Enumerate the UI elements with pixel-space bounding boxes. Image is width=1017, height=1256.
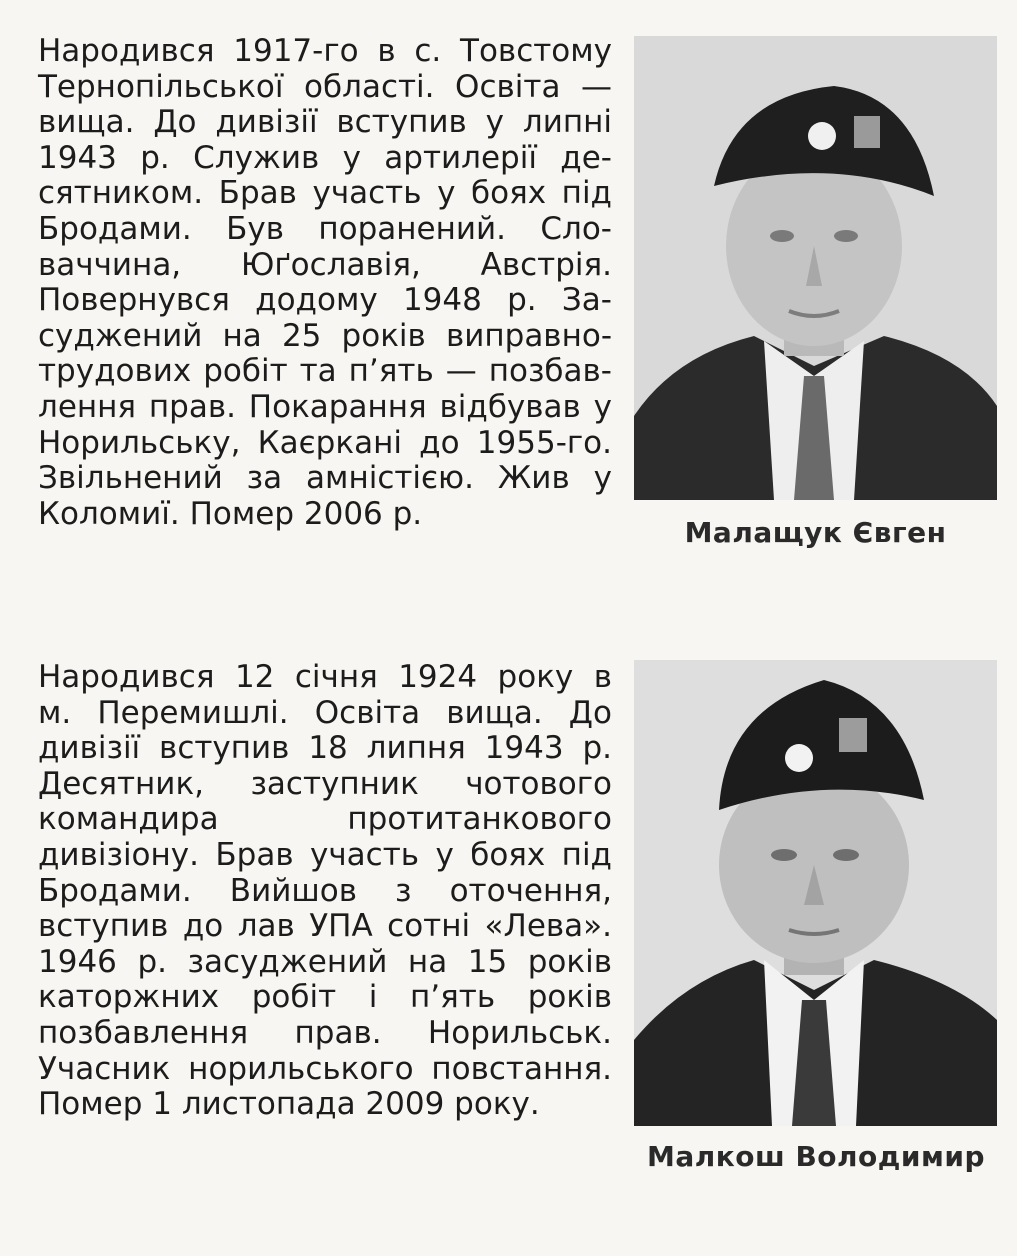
portrait-photo-1 [634, 36, 997, 500]
bio-line: Тернопільської області. Освіта — [38, 68, 612, 105]
bio-line: Норильську, Каєркані до 1955-го. [38, 424, 612, 461]
biography-text-2 [38, 660, 612, 1123]
bio-line: 1946 р. засуджений на 15 років [38, 943, 612, 980]
bio-line: командира протитанкового [38, 801, 612, 838]
bio-line: Учасник норильського повстання. [38, 1050, 612, 1087]
bio-line: Коломиї. Помер 2006 р. [38, 495, 423, 532]
bio-line: 1943 р. Служив у артилерії де- [38, 139, 612, 176]
portrait-caption-1: Малащук Євген [684, 516, 947, 549]
bio-line: Бродами. Був поранений. Сло- [38, 210, 612, 247]
bio-line: Звільнений за амністією. Жив у [38, 460, 612, 497]
bio-line: Повернувся додому 1948 р. За- [38, 282, 612, 319]
bio-line: трудових робіт та п’ять — позбав- [38, 353, 612, 390]
bio-line: ваччина, Юґославія, Австрія. [38, 246, 612, 283]
bio-line: дивізії вступив 18 липня 1943 р. [38, 730, 612, 767]
portrait-caption-2: Малкош Володимир [646, 1140, 986, 1173]
portrait-photo-2 [634, 660, 997, 1126]
bio-line: Народився 12 січня 1924 року в [38, 659, 612, 695]
bio-line: Народився 1917-го в с. Товстому [38, 33, 612, 69]
bio-line: каторжних робіт і п’ять років [38, 979, 612, 1016]
portrait-illustration [634, 660, 997, 1126]
biography-text-1 [38, 34, 612, 532]
bio-line: Помер 1 листопада 2009 року. [38, 1086, 540, 1123]
portrait-illustration [634, 36, 997, 500]
bio-line: вступив до лав УПА сотні «Лева». [38, 908, 612, 945]
bio-line: лення прав. Покарання відбував у [38, 388, 612, 425]
bio-line: Десятник, заступник чотового [38, 765, 612, 802]
bio-line: позбавлення прав. Норильськ. [38, 1014, 612, 1051]
bio-line: суджений на 25 років виправно- [38, 317, 612, 354]
bio-line: м. Перемишлі. Освіта вища. До [38, 694, 612, 731]
bio-line: сятником. Брав участь у боях під [38, 175, 612, 212]
bio-line: Бродами. Вийшов з оточення, [38, 872, 612, 909]
bio-line: дивізіону. Брав участь у боях під [38, 836, 612, 873]
bio-line: вища. До дивізії вступив у липні [38, 104, 612, 141]
